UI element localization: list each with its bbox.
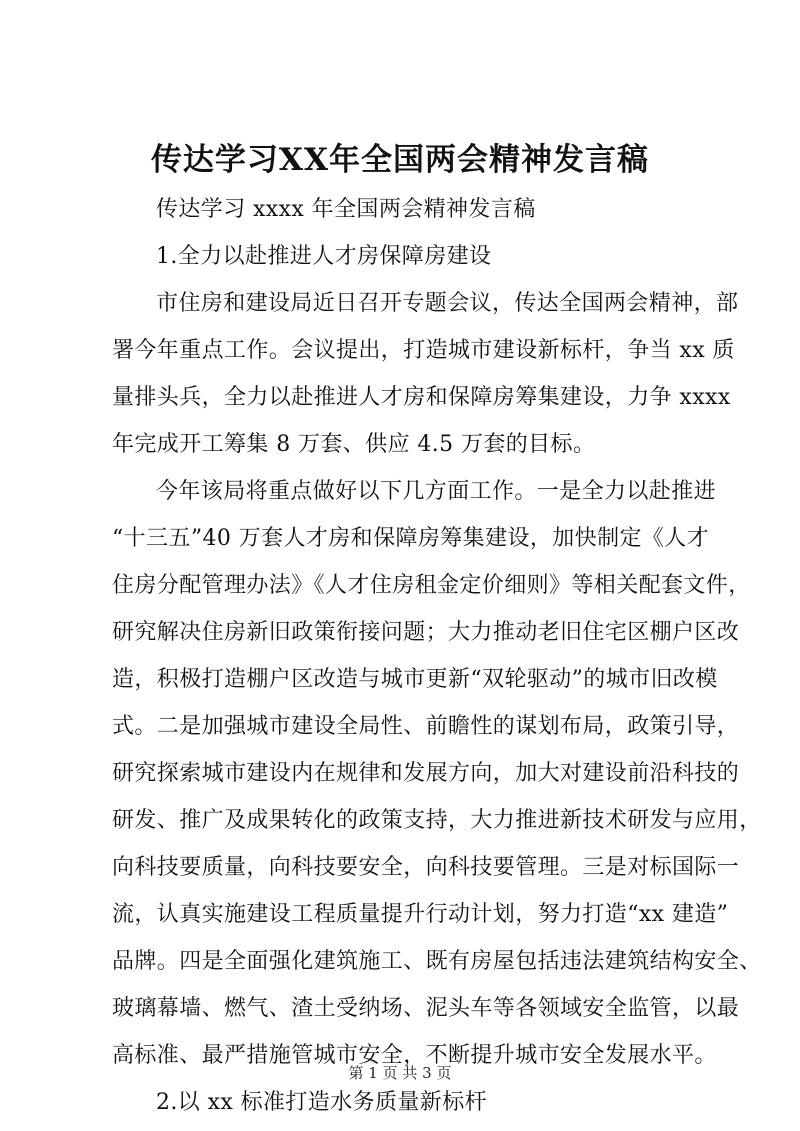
paragraph-line: 署今年重点工作。会议提出，打造城市建设新标杆，争当 xx 质 (112, 338, 735, 363)
paragraph-line: “十三五”40 万套人才房和保障房筹集建设，加快制定《人才 (112, 526, 710, 551)
paragraph-2 (112, 468, 762, 1079)
paragraph-line: 品牌。四是全面强化建筑施工、既有房屋包括违法建筑结构安全、 (112, 949, 762, 974)
paragraph-line: 流，认真实施建设工程质量提升行动计划，努力打造“xx 建造” (112, 902, 729, 927)
section-heading-1 (112, 233, 712, 280)
paragraph-line: 向科技要质量，向科技要安全，向科技要管理。三是对标国际一 (112, 855, 740, 880)
paragraph-line: 住房分配管理办法》《人才住房租金定价细则》等相关配套文件， (112, 573, 751, 598)
paragraph-line: 式。二是加强城市建设全局性、前瞻性的谋划布局，政策引导， (112, 714, 740, 739)
page-footer: 第 1 页 共 3 页 (348, 1064, 452, 1082)
paragraph-1 (112, 280, 739, 468)
subtitle-line: 传达学习 xxxx 年全国两会精神发言稿 (156, 197, 536, 222)
document-title: 传达学习XX年全国两会精神发言稿 (150, 142, 650, 178)
subtitle-paragraph (112, 186, 712, 233)
paragraph-line: 造，积极打造棚户区改造与城市更新“双轮驱动”的城市旧改模 (112, 667, 718, 692)
paragraph-line: 量排头兵，全力以赴推进人才房和保障房筹集建设，力争 xxxx (112, 385, 731, 410)
section-heading-2 (112, 1079, 712, 1126)
paragraph-line: 高标准、最严措施管城市安全，不断提升城市安全发展水平。 (112, 1043, 717, 1068)
paragraph-line: 玻璃幕墙、燃气、渣土受纳场、泥头车等各领域安全监管，以最 (112, 996, 740, 1021)
document-body (112, 186, 762, 1126)
paragraph-line: 研究探索城市建设内在规律和发展方向，加大对建设前沿科技的 (112, 761, 740, 786)
paragraph-line: 今年该局将重点做好以下几方面工作。一是全力以赴推进 (156, 479, 717, 504)
section-heading-2-text: 2.以 xx 标准打造水务质量新标杆 (156, 1090, 487, 1115)
paragraph-line: 年完成开工筹集 8 万套、供应 4.5 万套的目标。 (112, 432, 596, 457)
paragraph-line: 研究解决住房新旧政策衔接问题；大力推动老旧住宅区棚户区改 (112, 620, 740, 645)
section-heading-1-text: 1.全力以赴推进人才房保障房建设 (156, 244, 492, 269)
paragraph-line: 市住房和建设局近日召开专题会议，传达全国两会精神，部 (156, 291, 739, 316)
paragraph-line: 研发、推广及成果转化的政策支持，大力推进新技术研发与应用， (112, 808, 762, 833)
